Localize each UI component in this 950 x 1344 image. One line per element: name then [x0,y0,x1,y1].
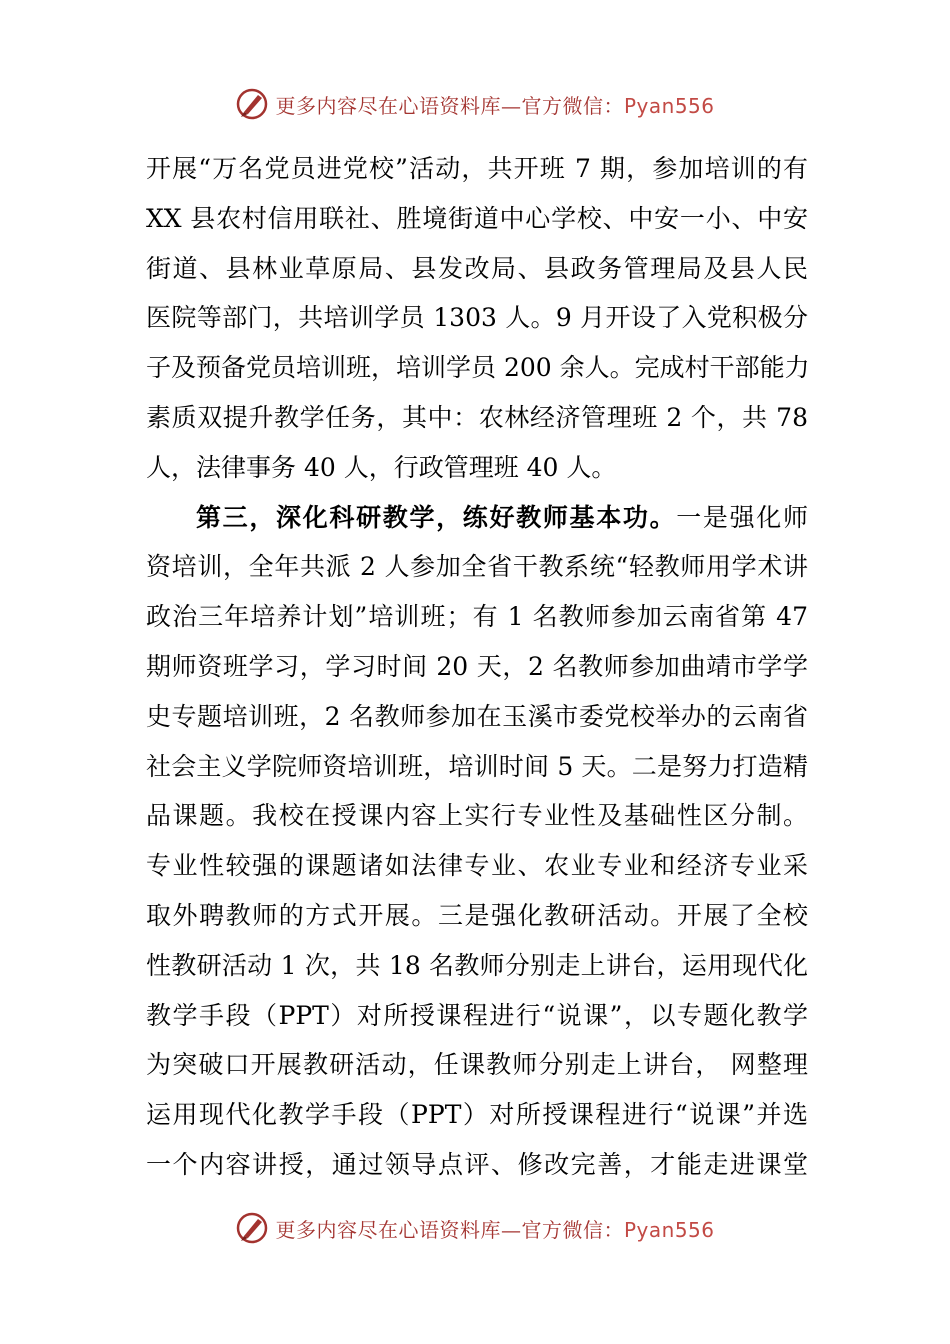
text-line: 子及预备党员培训班，培训学员 200 余人。完成村干部能力 [146,353,810,383]
text-line: 一个内容讲授，通过领导点评、修改完善，才能走进课堂 [146,1149,808,1179]
footer-text: 更多内容尽在心语资料库—官方微信：Pyan556 [275,1217,715,1242]
text-line: 人，法律事务 40 人，行政管理班 40 人。 [146,452,617,482]
section-heading: 第三，深化科研教学，练好教师基本功。 [196,502,677,532]
text-line: 史专题培训班，2 名教师参加在玉溪市委党校举办的云南省 [146,701,808,731]
text-line: 素质双提升教学任务，其中：农林经济管理班 2 个，共 78 [146,402,808,432]
pen-logo-icon [235,1211,269,1245]
paragraph-1 [146,144,808,493]
text-line: 社会主义学院师资培训班，培训时间 5 天。二是努力打造精 [146,751,808,781]
header-banner [0,84,950,124]
text-line: 第三，深化科研教学，练好教师基本功。一是强化师 [196,502,808,532]
text-line: XX 县农村信用联社、胜境街道中心学校、中安一小、中安 [146,203,808,233]
text-line: 为突破口开展教研活动，任课教师分别走上讲台， 网整理 [146,1050,808,1080]
header-text: 更多内容尽在心语资料库—官方微信：Pyan556 [275,93,715,118]
paragraph-2 [146,493,808,1190]
text-line: 资培训，全年共派 2 人参加全省干教系统“轻教师用学术讲 [146,552,808,582]
text-line: 性教研活动 1 次，共 18 名教师分别走上讲台，运用现代化 [146,950,808,980]
text-line: 医院等部门，共培训学员 1303 人。9 月开设了入党积极分 [146,303,808,333]
text-line: 开展“万名党员进党校”活动，共开班 7 期，参加培训的有 [146,154,808,183]
footer-banner [0,1208,950,1248]
pen-logo-icon [235,87,269,121]
document-body [146,144,808,1190]
text-line: 街道、县林业草原局、县发改局、县政务管理局及县人民 [146,253,808,283]
text-line: 取外聘教师的方式开展。三是强化教研活动。开展了全校 [146,900,808,930]
text-line: 专业性较强的课题诸如法律专业、农业专业和经济专业采 [146,851,808,881]
text-line: 政治三年培养计划”培训班；有 1 名教师参加云南省第 47 [146,602,808,632]
text-line: 期师资班学习，学习时间 20 天，2 名教师参加曲靖市学学 [146,651,808,681]
text-line: 品课题。我校在授课内容上实行专业性及基础性区分制。 [146,801,808,831]
text-line: 教学手段（PPT）对所授课程进行“说课”，以专题化教学 [146,1000,808,1030]
text-line: 运用现代化教学手段（PPT）对所授课程进行“说课”并选 [146,1100,808,1130]
